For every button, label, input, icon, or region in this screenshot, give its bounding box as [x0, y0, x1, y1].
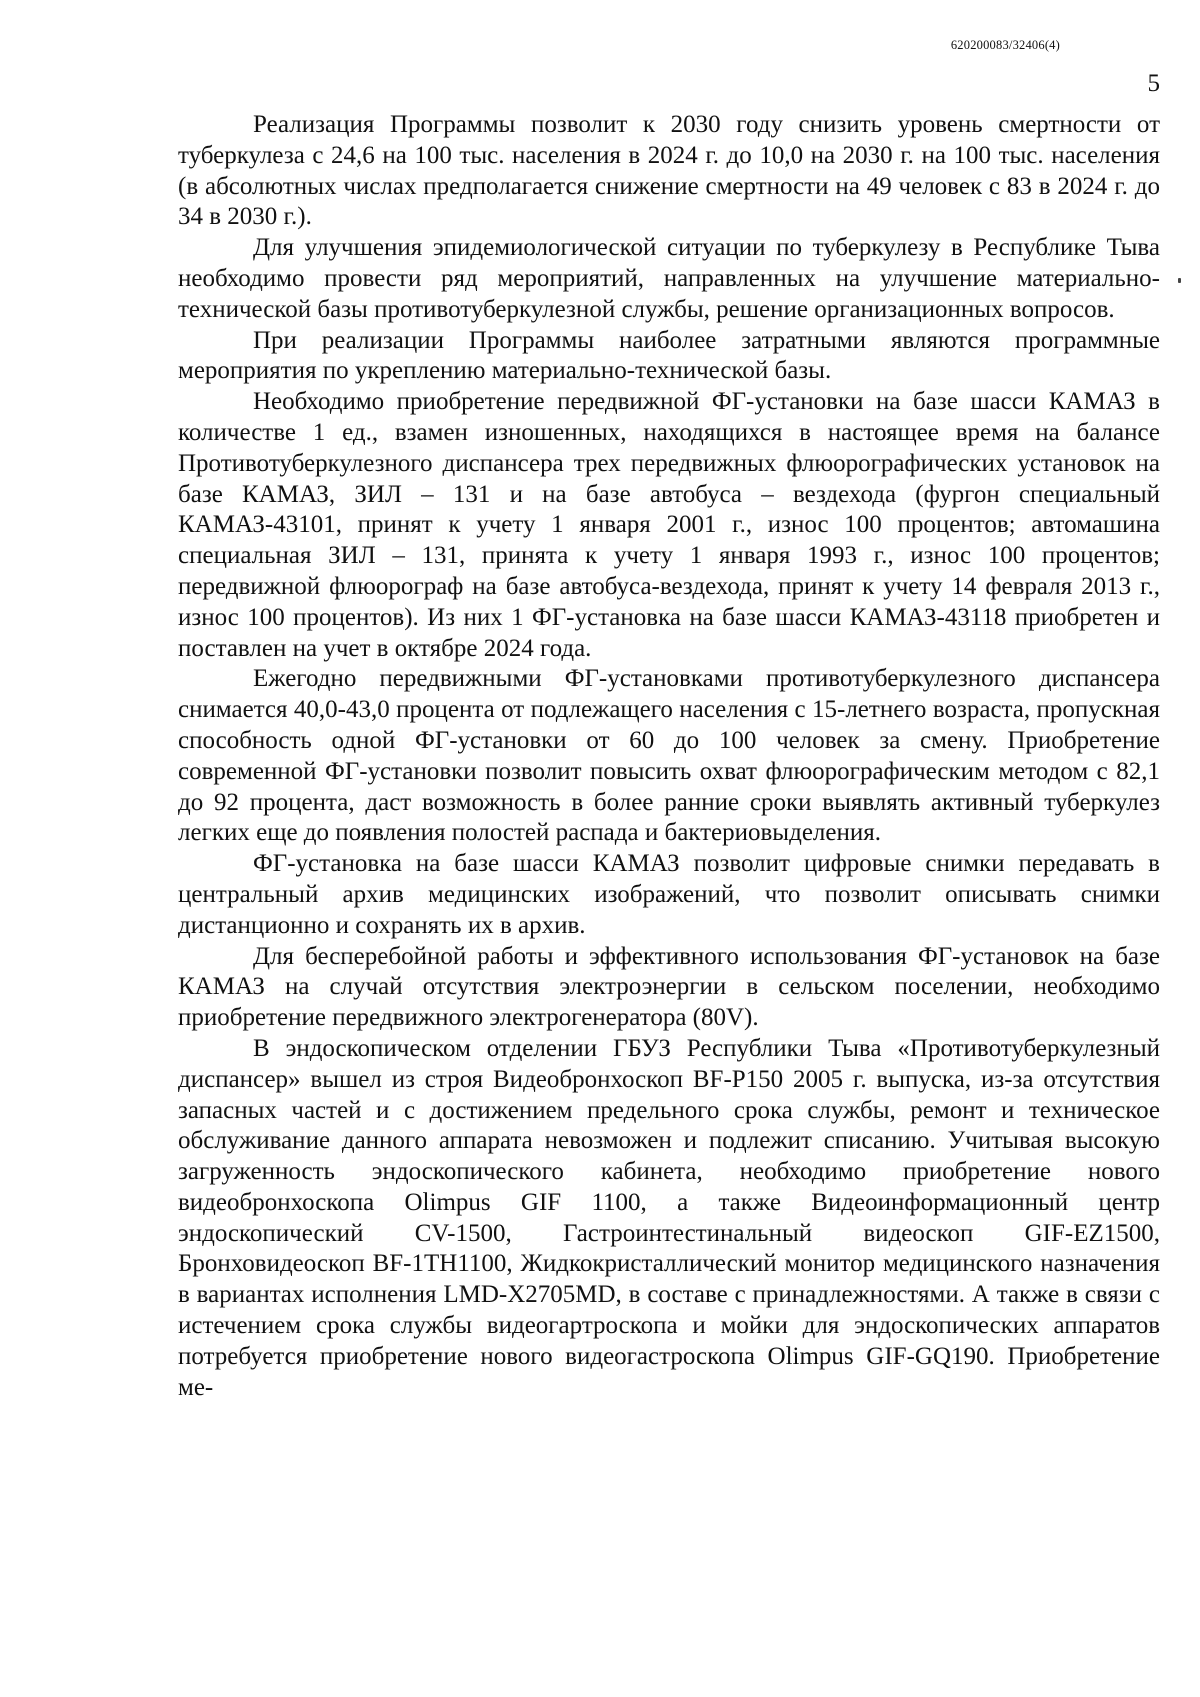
document-id: 620200083/32406(4)	[950, 38, 1060, 52]
paragraph-epidemiological-measures: Для улучшения эпидемиологической ситуации по туберкулезу в Республике Тыва необходимо провести ряд мероприятий, направленных на улучшение материально-технической базы противотуберкулезной службы, решение организационных вопросов.	[178, 234, 1160, 323]
paragraph-digital-archive: ФГ-установка на базе шасси КАМАЗ позволит цифровые снимки передавать в центральный архив медицинских изображений, что позволит описывать снимки дистанционно и сохранять их в архив.	[178, 850, 1160, 939]
paragraph-fg-unit-purchase: Необходимо приобретение передвижной ФГ-установки на базе шасси КАМАЗ в количестве 1 ед., взамен изношенных, находящихся в настоящее время на балансе Противотуберкулезного диспансера трех передвижных флюорографических установок на базе КАМАЗ, ЗИЛ – 131 и на базе автобуса – вездехода (фургон специальный КАМАЗ-43101, принят к учету 1 января 2001 г., износ 100 процентов; автомашина специальная ЗИЛ – 131, принята к учету 1 января 1993 г., износ 100 процентов; передвижной флюорограф на базе автобуса-вездехода, принят к учету 14 февраля 2013 г., износ 100 процентов). Из них 1 ФГ-установка на базе шасси КАМАЗ-43118 приобретен и поставлен на учет в октябре 2024 года.	[178, 388, 1160, 662]
document-body	[178, 110, 1160, 1403]
paragraph-costly-measures: При реализации Программы наиболее затратными являются программные мероприятия по укреплению материально-технической базы.	[178, 326, 1160, 385]
scan-artifact	[1178, 278, 1181, 283]
paragraph-fg-coverage: Ежегодно передвижными ФГ-установками противотуберкулезного диспансера снимается 40,0-43,0 процента от подлежащего населения с 15-летнего возраста, пропускная способность одной ФГ-установки от 60 до 100 человек за смену. Приобретение современной ФГ-установки позволит повысить охват флюорографическим методом с 82,1 до 92 процента, даст возможность в более ранние сроки выявлять активный туберкулез легких еще до появления полостей распада и бактериовыделения.	[178, 665, 1160, 847]
paragraph-mortality-target: Реализация Программы позволит к 2030 году снизить уровень смертности от туберкулеза с 24,6 на 100 тыс. населения в 2024 г. до 10,0 на 2030 г. на 100 тыс. населения (в абсолютных числах предполагается снижение смертности на 49 человек с 83 в 2024 г. до 34 в 2030 г.).	[178, 111, 1160, 231]
paragraph-endoscopy: В эндоскопическом отделении ГБУЗ Республики Тыва «Противотуберкулезный диспансер» вышел из строя Видеобронхоскоп BF-P150 2005 г. выпуска, из-за отсутствия запасных частей и с достижением предельного срока службы, ремонт и техническое обслуживание данного аппарата невозможен и подлежит списанию. Учитывая высокую загруженность эндоскопического кабинета, необходимо приобретение нового видеобронхоскопа Olimpus GIF 1100, а также Видеоинформационный центр эндоскопический CV-1500, Гастроинтестинальный видеоскоп GIF-EZ1500, Бронховидеоскоп BF-1TH1100, Жидкокристаллический монитор медицинского назначения в вариантах исполнения LMD-X2705MD, в составе с принадлежностями. А также в связи с истечением срока службы видеогартроскопа и мойки для эндоскопических аппаратов потребуется приобретение нового видеогастроскопа Olimpus GIF-GQ190. Приобретение ме-	[178, 1034, 1160, 1401]
page-number: 5	[1147, 70, 1160, 97]
paragraph-generator: Для бесперебойной работы и эффективного использования ФГ-установок на базе КАМАЗ на случай отсутствия электроэнергии в сельском поселении, необходимо приобретение передвижного электрогенератора (80V).	[178, 942, 1160, 1032]
